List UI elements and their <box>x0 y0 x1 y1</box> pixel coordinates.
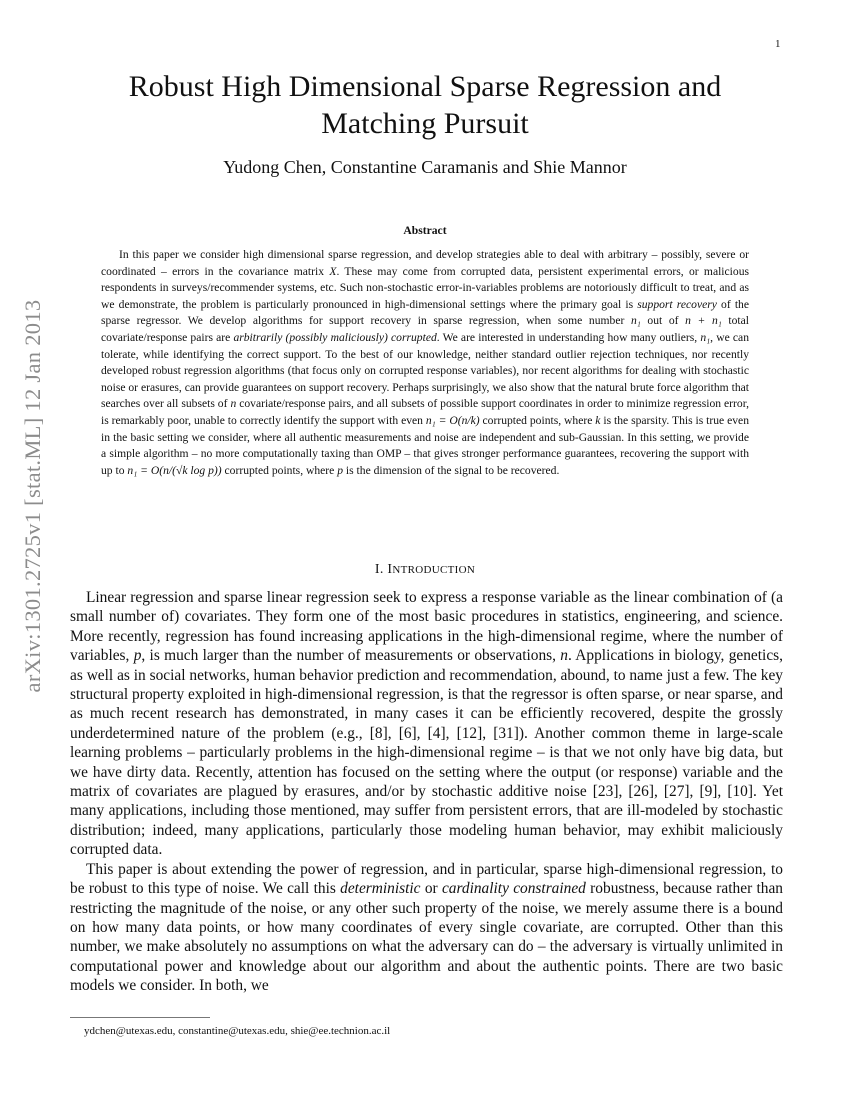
math-p: p <box>133 647 142 665</box>
arxiv-identifier-stamp[interactable]: arXiv:1301.2725v1 [stat.ML] 12 Jan 2013 <box>20 299 45 693</box>
math-p: p <box>337 463 344 477</box>
math-n: n <box>560 647 568 665</box>
author-list: Yudong Chen, Constantine Caramanis and Shie Mannor <box>223 157 627 177</box>
math-n1: n₁ <box>630 314 641 328</box>
abstract-text: In this paper we consider high dimensional sparse regression, and develop strategies able to deal with arbitrary – possibly, severe or coordinated – errors in the covariance matrix X. These may come from corrupted data, persistent experimental errors, or malicious respondents in surveys/recommender systems, etc. Such non-stochastic error-in-variables problems are notoriously difficult to treat, and as we demonstrate, the problem is particularly pronounced in high-dimensional settings where the primary goal is support recovery of the sparse regressor. We develop algorithms for support recovery in sparse regression, when some number n₁ out of n + n₁ total covariate/response pairs are arbitrarily (possibly maliciously) corrupted. We are interested in understanding how many outliers, n₁, we can tolerate, while identifying the correct support. To the best of our knowledge, neither standard outlier rejection techniques, nor recently developed robust regression algorithms (that focus only on corrupted response variables), nor recent algorithms for dealing with stochastic noise or erasures, can provide guarantees on support recovery. Perhaps surprisingly, we also show that the natural brute force algorithm that searches over all subsets of n covariate/response pairs, and all subsets of possible support coordinates in order to minimize regression error, is remarkably poor, unable to correctly identify the support with even n₁ = O(n/k) corrupted points, where k is the sparsity. This is true even in the basic setting we consider, where all authentic measurements and noise are independent and sub-Gaussian. In this setting, we provide a simple algorithm – no more computationally taxing than OMP – that gives stronger performance guarantees, recovering the support with up to n₁ = O(n/(√k log p)) corrupted points, where p is the dimension of the signal to be recovered. <box>101 248 750 477</box>
math-n-plus-n1: n + n₁ <box>685 314 722 328</box>
paper-title: Robust High Dimensional Sparse Regression and Matching Pursuit <box>128 70 722 140</box>
emphasis-arbitrarily-corrupted: arbitrarily (possibly maliciously) corrupted <box>233 330 437 344</box>
math-bound-n-over-k: n₁ = O(n/k) <box>425 413 480 427</box>
footnote-divider <box>70 1017 210 1018</box>
emphasis-deterministic: deterministic <box>340 880 421 898</box>
author-email-footnote: ydchen@utexas.edu, constantine@utexas.edu, shie@ee.technion.ac.il <box>84 1025 391 1037</box>
math-k: k <box>595 413 601 427</box>
math-n: n <box>230 397 237 411</box>
emphasis-cardinality-constrained: cardinality constrained <box>441 880 586 898</box>
math-bound-sqrt-k-log-p: n₁ = O(n/(√k log p)) <box>127 463 222 477</box>
math-n1: n₁ <box>700 330 711 344</box>
abstract-heading: Abstract <box>403 224 447 237</box>
page-number: 1 <box>775 38 781 50</box>
section-heading-introduction: I. INTRODUCTION <box>374 562 476 577</box>
emphasis-support-recovery: support recovery <box>637 297 717 311</box>
body-paragraph: This paper is about extending the power of regression, and in particular, sparse high-dimensional regression, to be robust to this type of noise. We call this deterministic or cardinality constrained robustness, because rather than restricting the magnitude of the noise, or any other such property of the noise, we merely assume there is a bound on how many data points, or how many coordinates of every single covariate, are corrupted. Other than this number, we make absolutely no assumptions on what the adversary can do – the adversary is virtually unlimited in computational power and knowledge about our algorithm and about the authentic points. There are two basic models we consider. In both, we <box>70 860 783 995</box>
body-paragraph: Linear regression and sparse linear regression seek to express a response variable as the linear combination of (a small number of) covariates. They form one of the most basic procedures in statistics, engineering, and science. More recently, regression has found increasing applications in the high-dimensional regime, where the number of variables, p, is much larger than the number of measurements or observations, n. Applications in biology, genetics, as well as in social networks, human behavior prediction and recommendation, abound, to name just a few. The key structural property exploited in high-dimensional regression, is that the regressor is often sparse, or near sparse, and as much recent research has demonstrated, in many cases it can be efficiently recovered, despite the grossly underdetermined nature of the problem (e.g., [8], [6], [4], [12], [31]). Another common theme in large-scale learning problems – particularly problems in the high-dimensional regime – is that we not only have big data, but we have dirty data. Recently, attention has focused on the setting where the output (or response) variable and the matrix of covariates are plagued by erasures, and/or by stochastic additive noise [23], [26], [27], [9], [10]. Yet many applications, including those mentioned, may suffer from persistent errors, that are ill-modeled by stochastic distribution; indeed, many applications, particularly those modeling human behavior, may exhibit maliciously corrupted data. <box>70 589 783 859</box>
math-x: X <box>329 264 337 278</box>
introduction-body <box>70 588 783 996</box>
